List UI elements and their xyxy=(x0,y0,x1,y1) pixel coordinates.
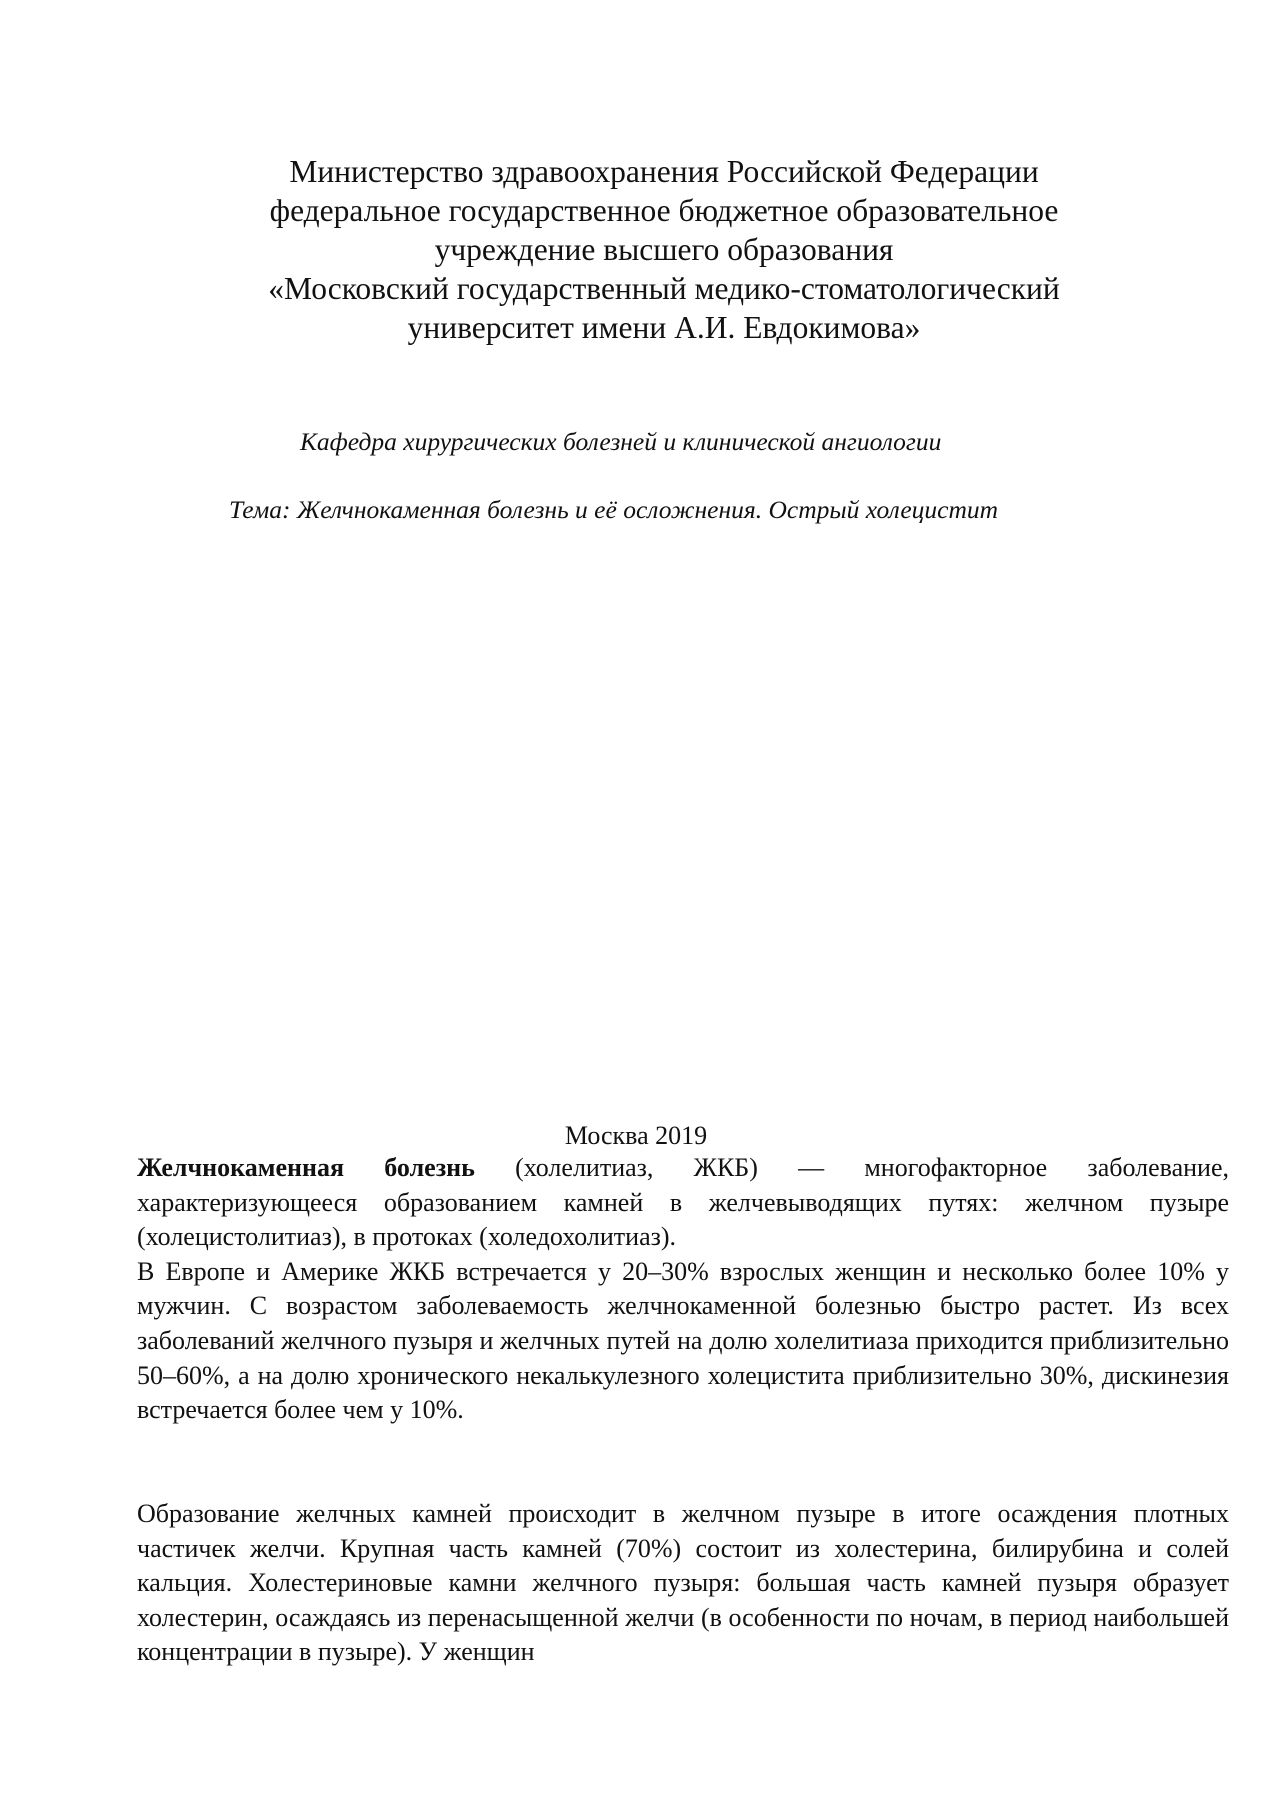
topic-title: Тема: Желчнокаменная болезнь и её осложнения. Острый холецистит xyxy=(229,495,999,524)
department-title: Кафедра хирургических болезней и клинической ангиологии xyxy=(300,427,942,456)
institution-header xyxy=(136,152,1192,347)
header-line-institution-type: федеральное государственное бюджетное образовательное xyxy=(269,193,1059,228)
header-line-university-eponym: университет имени А.И. Евдокимова» xyxy=(407,310,921,345)
definition-text: (холелитиаз, ЖКБ) — многофакторное заболевание, характеризующееся образованием камней в желчевыводящих путях: желчном пузыре (холецистолитиаз), в протоках (холедохолитиаз). xyxy=(137,1153,1229,1252)
epidemiology-paragraph: В Европе и Америке ЖКБ встречается у 20–30% взрослых женщин и несколько более 10% у мужчин. С возрастом заболеваемость желчнокаменной болезнью быстро растет. Из всех заболеваний желчного пузыря и желчных путей на долю холелитиаза приходится приблизительно 50–60%, а на долю хронического некалькулезного холецистита приблизительно 30%, дискинезия встречается более чем у 10%. xyxy=(137,1256,1229,1425)
header-line-university-name: «Московский государственный медико-стоматологический xyxy=(268,271,1060,306)
body-text-block-2 xyxy=(137,1497,1229,1670)
city-year: Москва 2019 xyxy=(564,1121,708,1150)
header-line-ministry: Министерство здравоохранения Российской Федерации xyxy=(289,154,1039,189)
formation-paragraph: Образование желчных камней происходит в желчном пузыре в итоге осаждения плотных частичек желчи. Крупная часть камней (70%) состоит из холестерина, билирубина и солей кальция. Холестериновые камни желчного пузыря: большая часть камней пузыря образует холестерин, осаждаясь из перенасыщенной желчи (в особенности по ночам, в период наибольшей концентрации в пузыре). У женщин xyxy=(137,1499,1229,1667)
body-text-block xyxy=(137,1151,1229,1428)
header-line-education-level: учреждение высшего образования xyxy=(434,232,894,267)
definition-term: Желчнокаменная болезнь xyxy=(137,1153,475,1182)
definition-paragraph xyxy=(137,1151,1229,1255)
